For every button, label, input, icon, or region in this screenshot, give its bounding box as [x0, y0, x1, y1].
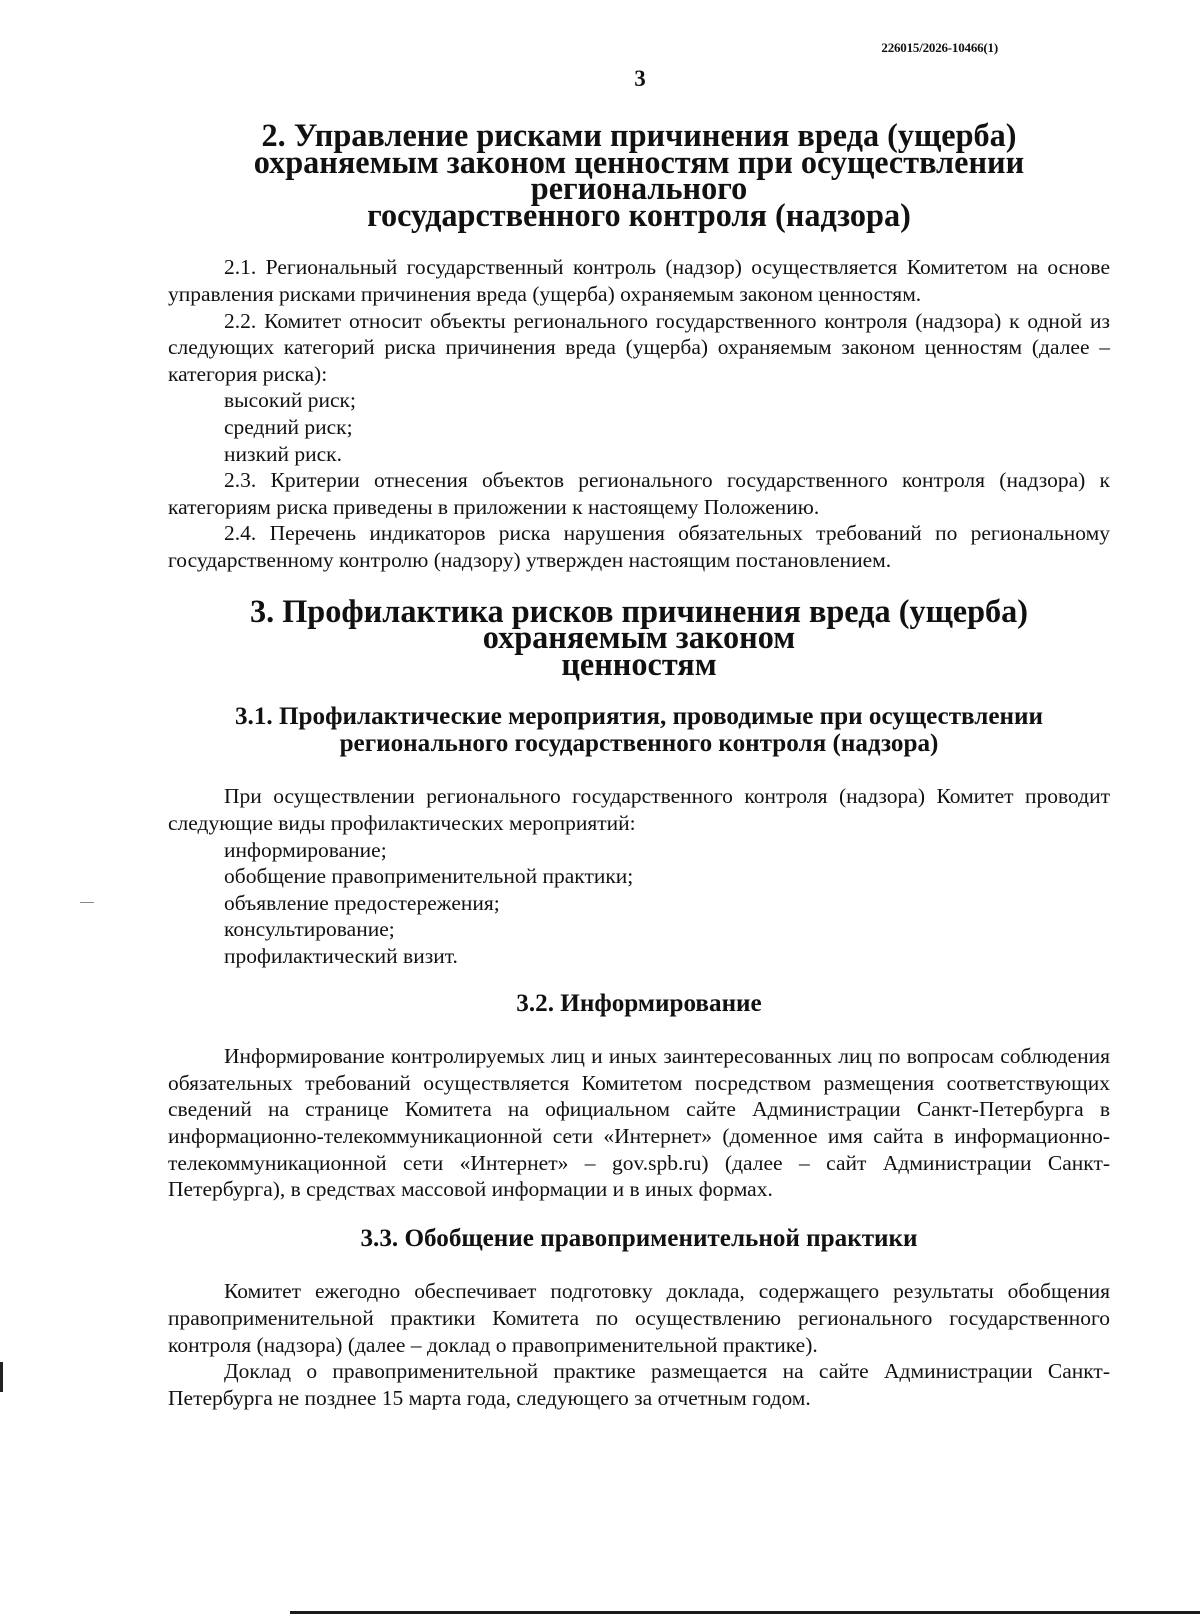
document-body: [168, 117, 1110, 1411]
subsection-3-2-heading: 3.2. Информирование: [516, 989, 762, 1017]
prevention-measure-item: обобщение правоприменительной практики;: [224, 864, 634, 889]
prevention-measure-item: профилактический визит.: [224, 944, 458, 969]
subsection-3-2-text: Информирование контролируемых лиц и иных заинтересованных лиц по вопросам соблюдения обязательных требований осуществляется Комитетом посредством размещения соответствующих сведений на странице Комитета на официальном сайте Администрации Санкт-Петербурга в информационно-телекоммуникационной сети «Интернет» (доменное имя сайта в информационно-телекоммуникационной сети «Интернет» – gov.spb.ru) (далее – сайт Администрации Санкт-Петербурга), в средствах массовой информации и в иных формах.: [168, 1044, 1110, 1202]
section-3-heading-line: 3. Профилактика рисков причинения вреда (ущерба) охраняемым законом: [249, 592, 1029, 656]
subsection-3-1-intro: При осуществлении регионального государственного контроля (надзора) Комитет проводит следующие виды профилактических мероприятий:: [168, 784, 1110, 836]
paragraph-2-2: 2.2. Комитет относит объекты регионального государственного контроля (надзора) к одной из следующих категорий риска причинения вреда (ущерба) охраняемым законом ценностям (далее – категория риска):: [168, 308, 1110, 386]
subsection-3-1-heading-line: 3.1. Профилактические мероприятия, проводимые при осуществлении: [234, 703, 1044, 731]
prevention-measure-item: информирование;: [224, 837, 387, 862]
section-2-heading-line: охраняемым законом ценностям при осуществлении регионального: [253, 143, 1025, 207]
subsection-3-1-heading-line: регионального государственного контроля (надзора): [339, 729, 939, 757]
risk-category-item: низкий риск.: [224, 441, 342, 466]
subsection-3-1-heading: [168, 704, 1110, 757]
risk-category-item: высокий риск;: [224, 388, 356, 413]
prevention-measure-item: консультирование;: [224, 917, 395, 942]
section-2-heading-line: 2. Управление рисками причинения вреда (ущерба): [261, 117, 1017, 153]
subsection-3-3-heading: 3.3. Обобщение правоприменительной практики: [360, 1224, 918, 1252]
document-number: 226015/2026-10466(1): [881, 40, 998, 55]
section-2-heading: [168, 117, 1110, 233]
paragraph-2-1: 2.1. Региональный государственный контроль (надзор) осуществляется Комитетом на основе управления рисками причинения вреда (ущерба) охраняемым законом ценностям.: [168, 255, 1110, 306]
paragraph-2-3: 2.3. Критерии отнесения объектов регионального государственного контроля (надзора) к категориям риска приведены в приложении к настоящему Положению.: [168, 468, 1110, 519]
section-3-heading: [168, 592, 1110, 682]
scan-bottom-edge: [290, 1611, 1200, 1614]
prevention-measure-item: объявление предостережения;: [224, 890, 500, 915]
subsection-3-3-paragraph-2: Доклад о правоприменительной практике размещается на сайте Администрации Санкт-Петербурга не позднее 15 марта года, следующего за отчетным годом.: [168, 1359, 1110, 1410]
subsection-3-3-paragraph-1: Комитет ежегодно обеспечивает подготовку доклада, содержащего результаты обобщения правоприменительной практики Комитета по осуществлению регионального государственного контроля (надзора) (далее – доклад о правоприменительной практике).: [168, 1279, 1110, 1357]
risk-category-item: средний риск;: [224, 414, 353, 439]
section-2-heading-line: государственного контроля (надзора): [367, 196, 911, 233]
scan-artifact-mark: [80, 902, 94, 903]
page-number: 3: [634, 66, 646, 91]
paragraph-2-4: 2.4. Перечень индикаторов риска нарушения обязательных требований по региональному государственному контролю (надзору) утвержден настоящим постановлением.: [168, 521, 1110, 572]
section-3-heading-line: ценностям: [561, 645, 717, 682]
scan-margin-mark: [0, 1362, 3, 1392]
